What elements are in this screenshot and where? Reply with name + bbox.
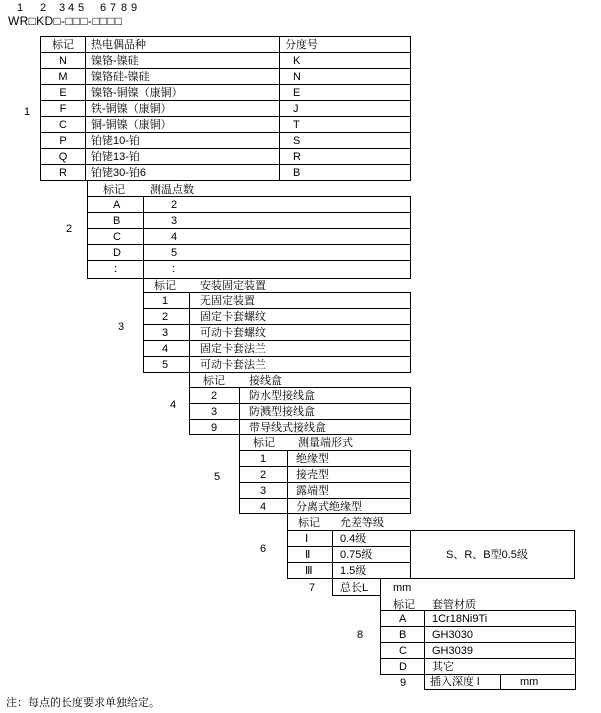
s6-row3-tolerance: 1.5级 <box>340 565 367 577</box>
code-number-9: 9 <box>131 2 138 14</box>
s1-row5-mark: C <box>59 119 67 131</box>
s5-row2-tip: 接壳型 <box>296 469 329 481</box>
model-code: WR□KD□-□□□-□□□□ <box>8 14 123 28</box>
s4-row1-box: 防水型接线盒 <box>249 390 315 402</box>
footnote: 注：每点的长度要求单独给定。 <box>6 697 160 709</box>
s1-row5-type: 铜-铜镍（康铜） <box>91 119 172 131</box>
s3-row1-mount: 无固定装置 <box>200 295 255 307</box>
total-length-unit: mm <box>393 582 412 594</box>
s1-row6-type: 铂铑10-铂 <box>91 135 140 147</box>
s6-header-tolerance: 允差等级 <box>340 517 384 529</box>
s3-row5-mark: 5 <box>162 359 169 371</box>
s1-row1-type: 镍铬-镍硅 <box>91 55 139 67</box>
insertion-depth-unit: mm <box>520 676 539 688</box>
s2-row5-points: ： <box>171 263 182 275</box>
s2-row1-mark: A <box>113 199 121 211</box>
s8-row1-mark: A <box>399 613 407 625</box>
section-6-index: 6 <box>260 543 267 555</box>
s1-row2-type: 镍铬硅-镍硅 <box>91 71 150 83</box>
s4-row2-box: 防溅型接线盒 <box>249 406 315 418</box>
s8-row2-mark: B <box>399 629 407 641</box>
section-3-index: 3 <box>118 321 125 333</box>
s2-row2-points: 3 <box>171 215 178 227</box>
s1-row2-mark: M <box>58 71 68 83</box>
s2-row5-mark: ： <box>113 263 124 275</box>
s2-row4-mark: D <box>113 247 121 259</box>
s3-header-mark: 标记 <box>154 280 176 292</box>
s5-row3-mark: 3 <box>260 485 267 497</box>
s5-header-mark: 标记 <box>253 437 275 449</box>
s1-row1-grade: K <box>293 55 301 67</box>
section-5-index: 5 <box>214 471 221 483</box>
s1-header-grade: 分度号 <box>285 39 318 51</box>
s8-row3-mark: C <box>399 645 407 657</box>
s1-row2-grade: N <box>293 71 301 83</box>
s8-row1-material: 1Cr18Ni9Ti <box>432 613 488 625</box>
s1-row3-type: 镍铬-铜镍（康铜） <box>91 87 183 99</box>
s1-row8-mark: R <box>59 167 67 179</box>
s4-header-box: 接线盒 <box>249 375 282 387</box>
s3-row3-mark: 3 <box>162 327 169 339</box>
s6-srb-note: S、R、B型0.5级 <box>446 549 528 561</box>
s8-row4-mark: D <box>399 661 407 673</box>
s3-header-mount: 安装固定装置 <box>200 280 266 292</box>
section-8-index: 8 <box>357 629 364 641</box>
s3-row5-mount: 可动卡套法兰 <box>200 359 266 371</box>
s1-row7-grade: R <box>293 151 301 163</box>
s6-row3-mark: Ⅲ <box>305 565 313 577</box>
s4-header-mark: 标记 <box>203 375 225 387</box>
s1-row1-mark: N <box>59 55 67 67</box>
s6-row2-tolerance: 0.75级 <box>340 549 373 561</box>
s6-row2-mark: Ⅱ <box>305 549 311 561</box>
s5-row3-tip: 露端型 <box>296 485 329 497</box>
s1-row8-grade: B <box>293 167 301 179</box>
s2-row1-points: 2 <box>171 199 178 211</box>
s2-row3-points: 4 <box>171 231 178 243</box>
section-9-index: 9 <box>400 677 407 689</box>
s5-header-tip: 测量端形式 <box>298 437 353 449</box>
s5-row1-mark: 1 <box>260 453 267 465</box>
section-4-index: 4 <box>170 399 177 411</box>
s8-row3-material: GH3039 <box>432 645 473 657</box>
s5-row4-tip: 分离式绝缘型 <box>296 501 362 513</box>
s8-row2-material: GH3030 <box>432 629 473 641</box>
s3-row1-mark: 1 <box>162 295 169 307</box>
s4-row3-mark: 9 <box>211 422 218 434</box>
s2-header-mark: 标记 <box>103 184 125 196</box>
s1-row6-grade: S <box>293 135 301 147</box>
code-number-6: 6 <box>100 2 107 14</box>
code-number-3: 3 <box>59 2 66 14</box>
s3-row4-mount: 固定卡套法兰 <box>200 343 266 355</box>
s3-row4-mark: 4 <box>162 343 169 355</box>
code-number-1: 1 <box>17 2 24 14</box>
s6-row1-mark: Ⅰ <box>305 533 309 545</box>
s5-row4-mark: 4 <box>260 501 267 513</box>
s3-row2-mark: 2 <box>162 311 169 323</box>
s1-row3-grade: E <box>293 87 301 99</box>
s2-header-points: 测温点数 <box>150 184 194 196</box>
total-length-label: 总长L <box>340 582 369 594</box>
s4-row1-mark: 2 <box>211 390 218 402</box>
code-number-8: 8 <box>121 2 128 14</box>
code-number-4: 4 <box>68 2 75 14</box>
code-number-2: 2 <box>40 2 47 14</box>
s1-row5-grade: T <box>293 119 300 131</box>
s2-row4-points: 5 <box>171 247 178 259</box>
s4-row2-mark: 3 <box>211 406 218 418</box>
code-number-5: 5 <box>78 2 85 14</box>
code-number-7: 7 <box>110 2 117 14</box>
s8-header-mark: 标记 <box>393 599 415 611</box>
s6-row1-tolerance: 0.4级 <box>340 533 367 545</box>
s2-row2-mark: B <box>113 215 121 227</box>
s1-row7-type: 铂铑13-铂 <box>91 151 140 163</box>
s3-row2-mount: 固定卡套螺纹 <box>200 311 266 323</box>
s1-row6-mark: P <box>59 135 67 147</box>
s8-row4-material: 其它 <box>432 661 454 673</box>
section-7-index: 7 <box>309 582 316 594</box>
insertion-depth-label: 插入深度 l <box>430 676 480 688</box>
s5-row2-mark: 2 <box>260 469 267 481</box>
s2-row3-mark: C <box>113 231 121 243</box>
s3-row3-mount: 可动卡套螺纹 <box>200 327 266 339</box>
section-2-index: 2 <box>66 223 73 235</box>
s8-header-material: 套管材质 <box>432 599 476 611</box>
section-1-index: 1 <box>24 106 31 118</box>
s1-row8-type: 铂铑30-铂6 <box>91 167 147 179</box>
s1-row4-mark: F <box>59 103 67 115</box>
s4-row3-box: 带导线式接线盒 <box>249 422 326 434</box>
s6-header-mark: 标记 <box>298 517 320 529</box>
s1-row4-type: 铁-铜镍（康铜） <box>91 103 172 115</box>
s1-header-mark: 标记 <box>52 39 74 51</box>
s5-row1-tip: 绝缘型 <box>296 453 329 465</box>
s1-header-type: 热电偶品种 <box>91 39 146 51</box>
s1-row7-mark: Q <box>58 151 68 163</box>
s1-row4-grade: J <box>293 103 299 115</box>
s1-row3-mark: E <box>59 87 67 99</box>
